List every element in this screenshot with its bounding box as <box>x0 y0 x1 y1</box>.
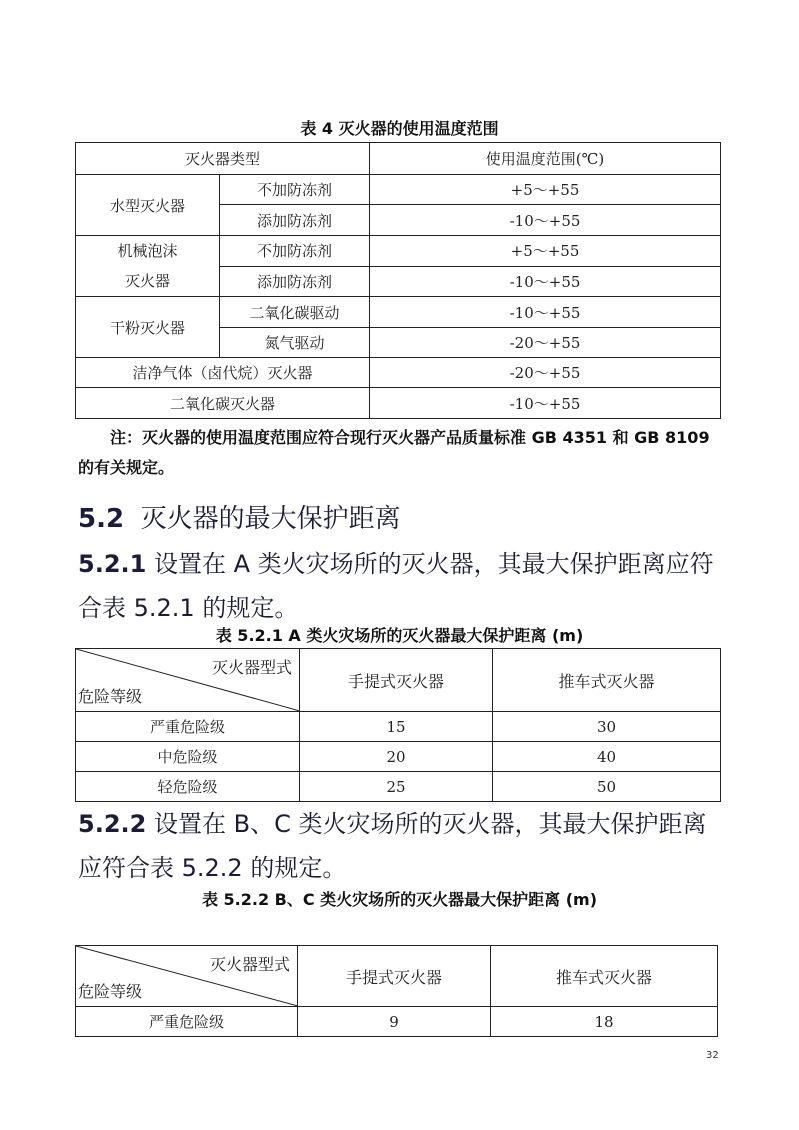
section-title: 灭火器的最大保护距离 <box>140 504 401 534</box>
table4-type-clean-agent: 洁净气体（卤代烷）灭火器 <box>76 358 370 388</box>
table521-cart: 40 <box>493 742 721 772</box>
table4-sub: 二氧化碳驱动 <box>220 297 370 328</box>
table522-col-handheld: 手提式灭火器 <box>298 946 491 1007</box>
clause-text: 设置在 A 类火灾场所的灭火器，其最大保护距离应符合表 5.2.1 的规定。 <box>78 550 714 622</box>
table521-level: 严重危险级 <box>76 712 300 742</box>
table4-range: -10～+55 <box>370 205 721 236</box>
table4-type-co2: 二氧化碳灭火器 <box>76 388 370 419</box>
table4-caption: 表 4 灭火器的使用温度范围 <box>300 119 499 138</box>
page-number: 32 <box>706 1050 719 1061</box>
table4-sub: 氮气驱动 <box>220 328 370 358</box>
table4-sub: 不加防冻剂 <box>220 236 370 267</box>
table521-cart: 50 <box>493 772 721 802</box>
corner-bottom-label: 危险等级 <box>78 982 143 1001</box>
table4-type-foam-line2: 灭火器 <box>124 272 170 290</box>
table521-caption: 表 5.2.1 A 类火灾场所的灭火器最大保护距离 (m) <box>215 626 584 645</box>
table4-type-foam <box>76 236 220 297</box>
corner-bottom-label: 危险等级 <box>78 687 143 706</box>
clause-number: 5.2.1 <box>78 550 147 578</box>
table4-type-water: 水型灭火器 <box>76 175 220 236</box>
table4-range: -20～+55 <box>370 328 721 358</box>
table521 <box>75 648 721 802</box>
table4 <box>75 142 721 419</box>
table522-corner <box>76 946 298 1007</box>
table4-range: +5～+55 <box>370 236 721 267</box>
table522-cart: 18 <box>491 1007 718 1037</box>
table522 <box>75 945 718 1037</box>
clause-5-2-1 <box>78 542 728 630</box>
table4-header-range: 使用温度范围(℃) <box>370 143 721 175</box>
table4-header-type: 灭火器类型 <box>76 143 370 175</box>
table521-level: 中危险级 <box>76 742 300 772</box>
table521-col-cart: 推车式灭火器 <box>493 649 721 712</box>
table522-col-cart: 推车式灭火器 <box>491 946 718 1007</box>
table4-type-foam-line1: 机械泡沫 <box>117 242 178 260</box>
section-heading <box>78 498 401 535</box>
table4-type-powder: 干粉灭火器 <box>76 297 220 358</box>
table521-corner <box>76 649 300 712</box>
table521-cart: 30 <box>493 712 721 742</box>
table4-sub: 添加防冻剂 <box>220 266 370 297</box>
table4-sub: 添加防冻剂 <box>220 205 370 236</box>
table521-col-handheld: 手提式灭火器 <box>300 649 493 712</box>
corner-top-label: 灭火器型式 <box>209 955 290 974</box>
table522-caption: 表 5.2.2 B、C 类火灾场所的灭火器最大保护距离 (m) <box>201 890 598 909</box>
table521-handheld: 25 <box>300 772 493 802</box>
table521-handheld: 20 <box>300 742 493 772</box>
table4-note: 注：灭火器的使用温度范围应符合现行灭火器产品质量标准 GB 4351 和 GB 8109 的有关规定。 <box>78 428 710 477</box>
table522-handheld: 9 <box>298 1007 491 1037</box>
clause-text: 设置在 B、C 类火灾场所的灭火器，其最大保护距离应符合表 5.2.2 的规定。 <box>78 810 707 882</box>
table4-sub: 不加防冻剂 <box>220 175 370 205</box>
table522-level: 严重危险级 <box>76 1007 298 1037</box>
table4-range: -10～+55 <box>370 297 721 328</box>
section-number: 5.2 <box>78 504 125 534</box>
clause-number: 5.2.2 <box>78 810 147 838</box>
table4-range: -10～+55 <box>370 388 721 419</box>
clause-5-2-2 <box>78 802 728 890</box>
table4-range: -10～+55 <box>370 266 721 297</box>
corner-top-label: 灭火器型式 <box>211 658 292 677</box>
table4-range: +5～+55 <box>370 175 721 205</box>
table521-level: 轻危险级 <box>76 772 300 802</box>
table4-range: -20～+55 <box>370 358 721 388</box>
table521-handheld: 15 <box>300 712 493 742</box>
